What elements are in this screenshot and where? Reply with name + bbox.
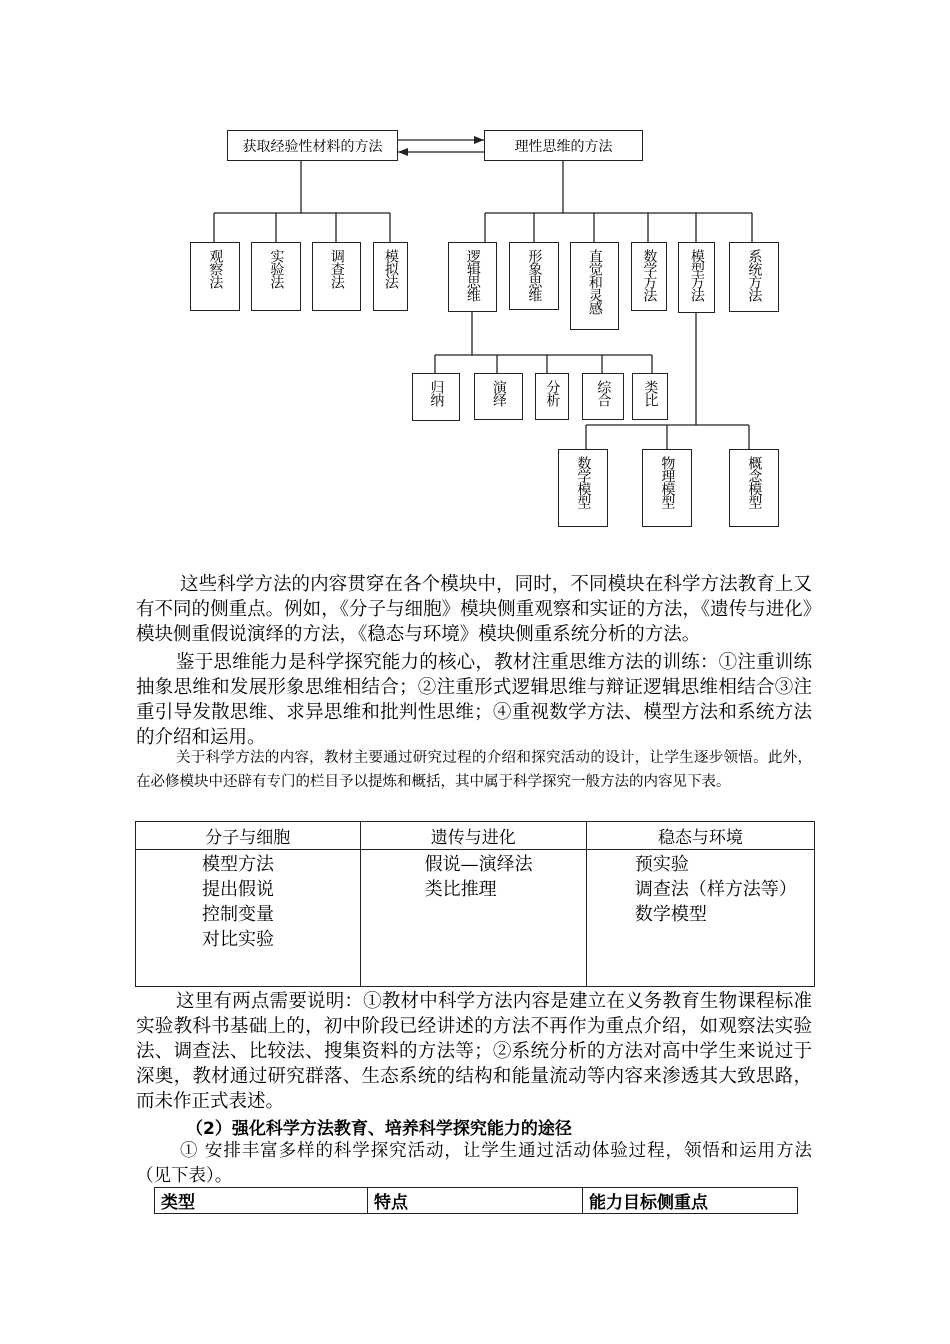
node-observation: 观察法 xyxy=(190,242,240,311)
node-experiment: 实验法 xyxy=(251,242,301,311)
col-molecule-cell xyxy=(136,850,361,987)
left-root-label: 获取经验性材料的方法 xyxy=(242,138,383,155)
header-type: 类型 xyxy=(155,1188,368,1214)
node-analysis: 分析 xyxy=(535,373,569,420)
header-ability-focus: 能力目标侧重点 xyxy=(583,1188,798,1214)
node-image-thinking: 形象思维 xyxy=(509,242,559,310)
node-synthesis: 综合 xyxy=(582,373,624,420)
list-item: 预实验 xyxy=(634,854,689,875)
list-item: 类比推理 xyxy=(424,879,497,900)
node-model-method: 模型方法 xyxy=(678,242,715,313)
node-intuition: 直觉和灵感 xyxy=(570,242,619,330)
list-item: 数学模型 xyxy=(634,904,707,925)
table-header-row xyxy=(155,1188,798,1214)
paragraph-inquiry-activities: ① 安排丰富多样的科学探究活动，让学生通过活动体验过程，领悟和运用方法（见下表）。 xyxy=(136,1141,812,1186)
node-physical-model: 物理模型 xyxy=(642,449,692,527)
node-survey: 调查法 xyxy=(312,242,361,311)
table-header-row xyxy=(136,822,815,850)
paragraph-method-content: 关于科学方法的内容，教材主要通过研究过程的介绍和探究活动的设计，让学生逐步领悟。此外，在必修模块中还辟有专门的栏目予以提炼和概括，其中属于科学探究一般方法的内容见下表。 xyxy=(136,750,812,790)
node-math-method: 数学方法 xyxy=(631,242,667,311)
activity-type-table xyxy=(154,1187,798,1214)
list-item: 假说—演绎法 xyxy=(424,854,533,875)
table-row xyxy=(136,850,815,987)
list-item: 控制变量 xyxy=(202,904,274,925)
col-genetics-evolution xyxy=(360,850,586,987)
list-item: 提出假说 xyxy=(202,879,274,900)
header-genetics-evolution: 遗传与进化 xyxy=(360,822,586,850)
section-heading: （2）强化科学方法教育、培养科学探究能力的途径 xyxy=(186,1119,572,1139)
methods-by-module-table xyxy=(135,821,815,987)
node-deduction: 演绎 xyxy=(474,373,523,420)
list-item: 对比实验 xyxy=(202,929,274,950)
header-molecule-cell: 分子与细胞 xyxy=(136,822,361,850)
list-item: 调查法（样方法等） xyxy=(634,879,797,900)
list-item: 模型方法 xyxy=(202,854,274,875)
node-concept-model: 概念模型 xyxy=(729,449,779,527)
methods-diagram xyxy=(0,0,950,560)
paragraph-two-notes: 这里有两点需要说明：①教材中科学方法内容是建立在义务教育生物课程标准实验教科书基础上的，初中阶段已经讲述的方法不再作为重点介绍，如观察法实验法、调查法、比较法、搜集资料的方法等；②系统分析的方法对高中学生来说过于深奥，教材通过研究群落、生态系统的结构和能量流动等内容来渗透其大致思路，而未作正式表述。 xyxy=(136,991,812,1112)
node-simulation: 模拟法 xyxy=(373,242,408,311)
paragraph-module-emphasis: 这些科学方法的内容贯穿在各个模块中，同时，不同模块在科学方法教育上又有不同的侧重点。例如，《分子与细胞》模块侧重观察和实证的方法，《遗传与进化》模块侧重假说演绎的方法，《稳态与环境》模块侧重系统分析的方法。 xyxy=(136,574,812,645)
col-homeostasis-environment xyxy=(586,850,814,987)
left-root-box xyxy=(227,130,398,161)
node-logical-thinking: 逻辑思维 xyxy=(448,242,497,312)
right-root-label: 理性思维的方法 xyxy=(514,138,613,155)
node-analogy: 类比 xyxy=(632,373,668,420)
header-homeostasis-environment: 稳态与环境 xyxy=(586,822,814,850)
node-math-model: 数学模型 xyxy=(558,449,608,527)
header-feature: 特点 xyxy=(368,1188,583,1214)
node-induction: 归纳 xyxy=(412,373,460,421)
node-system-method: 系统方法 xyxy=(729,242,779,312)
right-root-box xyxy=(484,130,643,161)
paragraph-thinking-training: 鉴于思维能力是科学探究能力的核心，教材注重思维方法的训练：①注重训练抽象思维和发展形象思维相结合；②注重形式逻辑思维与辩证逻辑思维相结合③注重引导发散思维、求异思维和批判性思维；④重视数学方法、模型方法和系统方法的介绍和运用。 xyxy=(136,652,812,748)
